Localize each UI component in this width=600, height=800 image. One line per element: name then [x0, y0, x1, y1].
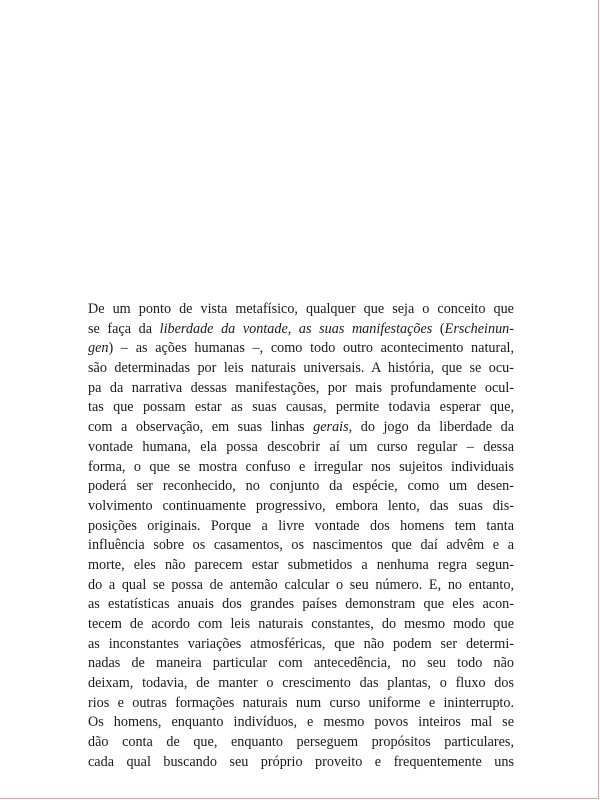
- text-line: [88, 654, 514, 674]
- text-run: rios e outras formações naturais num curso uniforme e ininterrupto.: [88, 694, 514, 711]
- text-run: se faça da: [88, 320, 160, 337]
- text-run: as estatísticas anuais dos grandes países demonstram que eles acon-: [88, 596, 514, 613]
- text-line: [88, 379, 514, 399]
- text-line: [88, 339, 514, 359]
- italic-term: gerais: [313, 419, 349, 436]
- text-run: forma, o que se mostra confuso e irregular nos sujeitos individuais: [88, 458, 514, 475]
- text-line: [88, 320, 514, 340]
- body-paragraph: [88, 300, 514, 773]
- text-run: ) – as ações humanas –, como todo outro acontecimento natural,: [108, 340, 514, 357]
- text-run: morte, eles não parecem estar submetidos a nenhuma regra segun-: [88, 556, 514, 573]
- text-run: influência sobre os casamentos, os nascimentos que daí advêm e a: [88, 537, 514, 554]
- text-line: [88, 477, 514, 497]
- text-run: nadas de maneira particular com antecedência, no seu todo não: [88, 655, 514, 672]
- text-line: [88, 517, 514, 537]
- text-line: [88, 713, 514, 733]
- text-line: [88, 536, 514, 556]
- text-line: [88, 753, 514, 773]
- text-line: [88, 674, 514, 694]
- text-line: [88, 733, 514, 753]
- text-line: [88, 615, 514, 635]
- text-line: [88, 300, 514, 320]
- text-run: Os homens, enquanto indivíduos, e mesmo povos inteiros mal se: [88, 714, 514, 731]
- text-run: tas que possam estar as suas causas, permite todavia esperar que,: [88, 399, 514, 416]
- text-run: dão conta de que, enquanto perseguem propósitos particulares,: [88, 734, 514, 751]
- text-line: [88, 694, 514, 714]
- text-run: deixam, todavia, de manter o crescimento das plantas, o fluxo dos: [88, 675, 514, 692]
- text-run: tecem de acordo com leis naturais constantes, do mesmo modo que: [88, 616, 514, 632]
- text-line: [88, 398, 514, 418]
- text-line: [88, 418, 514, 438]
- text-run: com a observação, em suas linhas: [88, 419, 314, 436]
- text-run: pa da narrativa dessas manifestações, por mais profundamente ocul-: [88, 379, 514, 396]
- text-line: [88, 359, 514, 379]
- text-line: [88, 635, 514, 655]
- italic-term: gen: [88, 340, 109, 357]
- text-run: as inconstantes variações atmosféricas, que não podem ser determi-: [88, 635, 514, 652]
- text-run: são determinadas por leis naturais universais. A história, que se ocu-: [88, 360, 514, 377]
- text-run: , do jogo da liberdade da: [348, 419, 514, 436]
- italic-term: liberdade da vontade, as suas manifestações: [159, 320, 433, 337]
- text-run: volvimento continuamente progressivo, embora lento, das suas dis-: [88, 497, 514, 514]
- text-line: [88, 595, 514, 615]
- text-run: vontade humana, ela possa descobrir aí um curso regular – dessa: [88, 438, 514, 455]
- text-line: [88, 576, 514, 596]
- text-run: posições originais. Porque a livre vontade dos homens tem tanta: [88, 517, 514, 534]
- text-run: do a qual se possa de antemão calcular o seu número. E, no entanto,: [88, 576, 514, 593]
- italic-term: Erscheinun-: [444, 320, 515, 337]
- text-run: cada qual buscando seu próprio proveito e frequentemente uns: [88, 753, 514, 770]
- text-run: (: [432, 320, 445, 337]
- text-line: [88, 438, 514, 458]
- text-line: [88, 556, 514, 576]
- text-line: [88, 497, 514, 517]
- text-run: De um ponto de vista metafísico, qualquer que seja o conceito que: [88, 301, 514, 317]
- text-line: [88, 458, 514, 478]
- text-run: poderá ser reconhecido, no conjunto da espécie, como um desen-: [88, 478, 514, 495]
